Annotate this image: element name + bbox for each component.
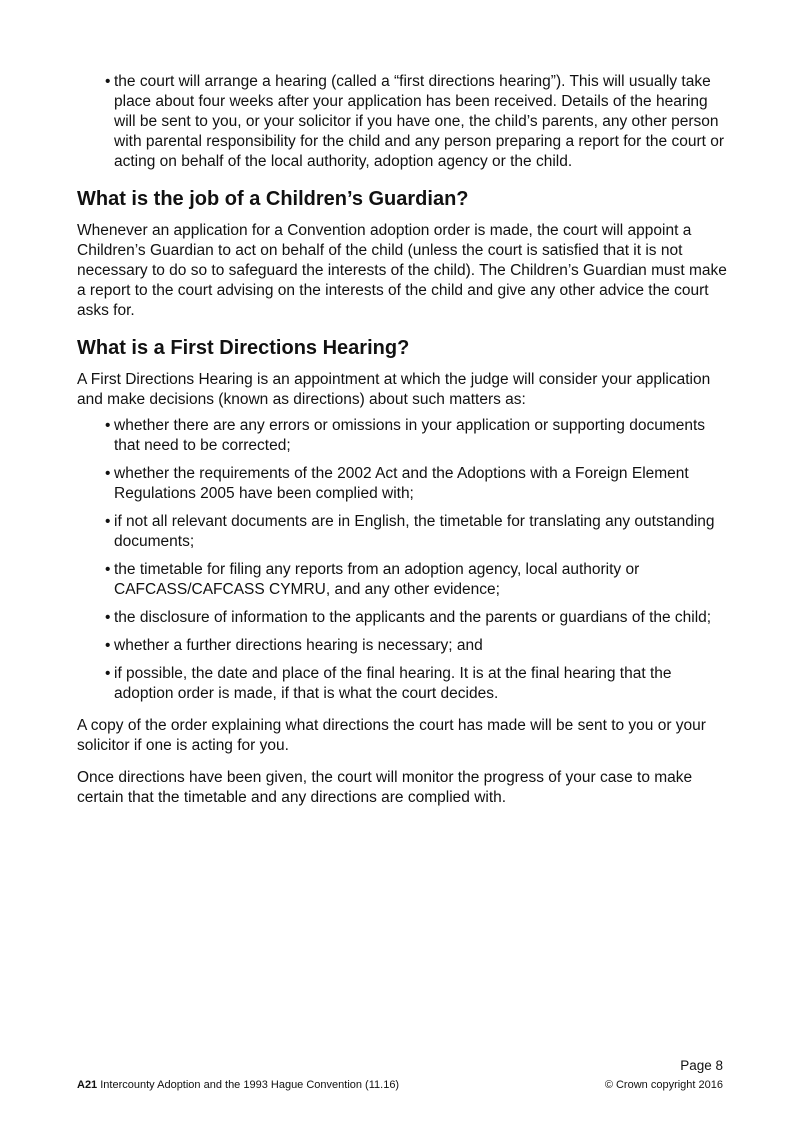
list-item: • if possible, the date and place of the final hearing. It is at the final hearing that the adoption order is made, if that is what the court decides. <box>105 664 727 704</box>
order-copy-paragraph: A copy of the order explaining what directions the court has made will be sent to you or your solicitor if one is acting for you. <box>77 717 706 754</box>
list-item: • the timetable for filing any reports from an adoption agency, local authority or CAFCASS/CAFCASS CYMRU, and any other evidence; <box>105 560 727 600</box>
childrens-guardian-paragraph: Whenever an application for a Convention adoption order is made, the court will appoint a Children’s Guardian to act on behalf of the child (unless the court is satisfied that it is not necessary to do so to safeguard the interests of the child). The Children’s Guardian must make a report to the court advising on the interests of the child and give any other advice the court asks for. <box>77 222 727 319</box>
copyright-notice: © Crown copyright 2016 <box>604 1079 723 1091</box>
section-heading-childrens-guardian: What is the job of a Children’s Guardian? <box>77 188 469 210</box>
form-code: A21 <box>77 1079 98 1091</box>
list-item: • the disclosure of information to the applicants and the parents or guardians of the child; <box>105 608 727 628</box>
page-number: Page 8 <box>680 1058 723 1073</box>
form-reference <box>77 1078 399 1092</box>
directions-bullet-list <box>77 416 727 704</box>
list-item: • whether a further directions hearing is necessary; and <box>105 636 727 656</box>
first-directions-intro: A First Directions Hearing is an appointment at which the judge will consider your application and make decisions (known as directions) about such matters as: <box>77 371 711 408</box>
list-item: • whether the requirements of the 2002 Act and the Adoptions with a Foreign Element Regulations 2005 have been complied with; <box>105 464 727 504</box>
section-heading-first-directions-hearing: What is a First Directions Hearing? <box>77 337 410 359</box>
list-item: • if not all relevant documents are in English, the timetable for translating any outstanding documents; <box>105 512 727 552</box>
form-title: Intercounty Adoption and the 1993 Hague Convention (11.16) <box>100 1079 400 1091</box>
list-item: • the court will arrange a hearing (called a “first directions hearing”). This will usually take place about four weeks after your application has been received. Details of the hearing will be sent to you, or your solicitor if you have one, the child’s parents, any other person with parental responsibility for the child and any person preparing a report for the court or acting on behalf of the local authority, adoption agency or the child. <box>105 72 727 172</box>
page-content <box>77 72 727 820</box>
monitor-progress-paragraph: Once directions have been given, the court will monitor the progress of your case to make certain that the timetable and any directions are complied with. <box>77 769 693 806</box>
intro-bullet-list <box>77 72 727 172</box>
list-item: • whether there are any errors or omissions in your application or supporting documents that need to be corrected; <box>105 416 727 456</box>
